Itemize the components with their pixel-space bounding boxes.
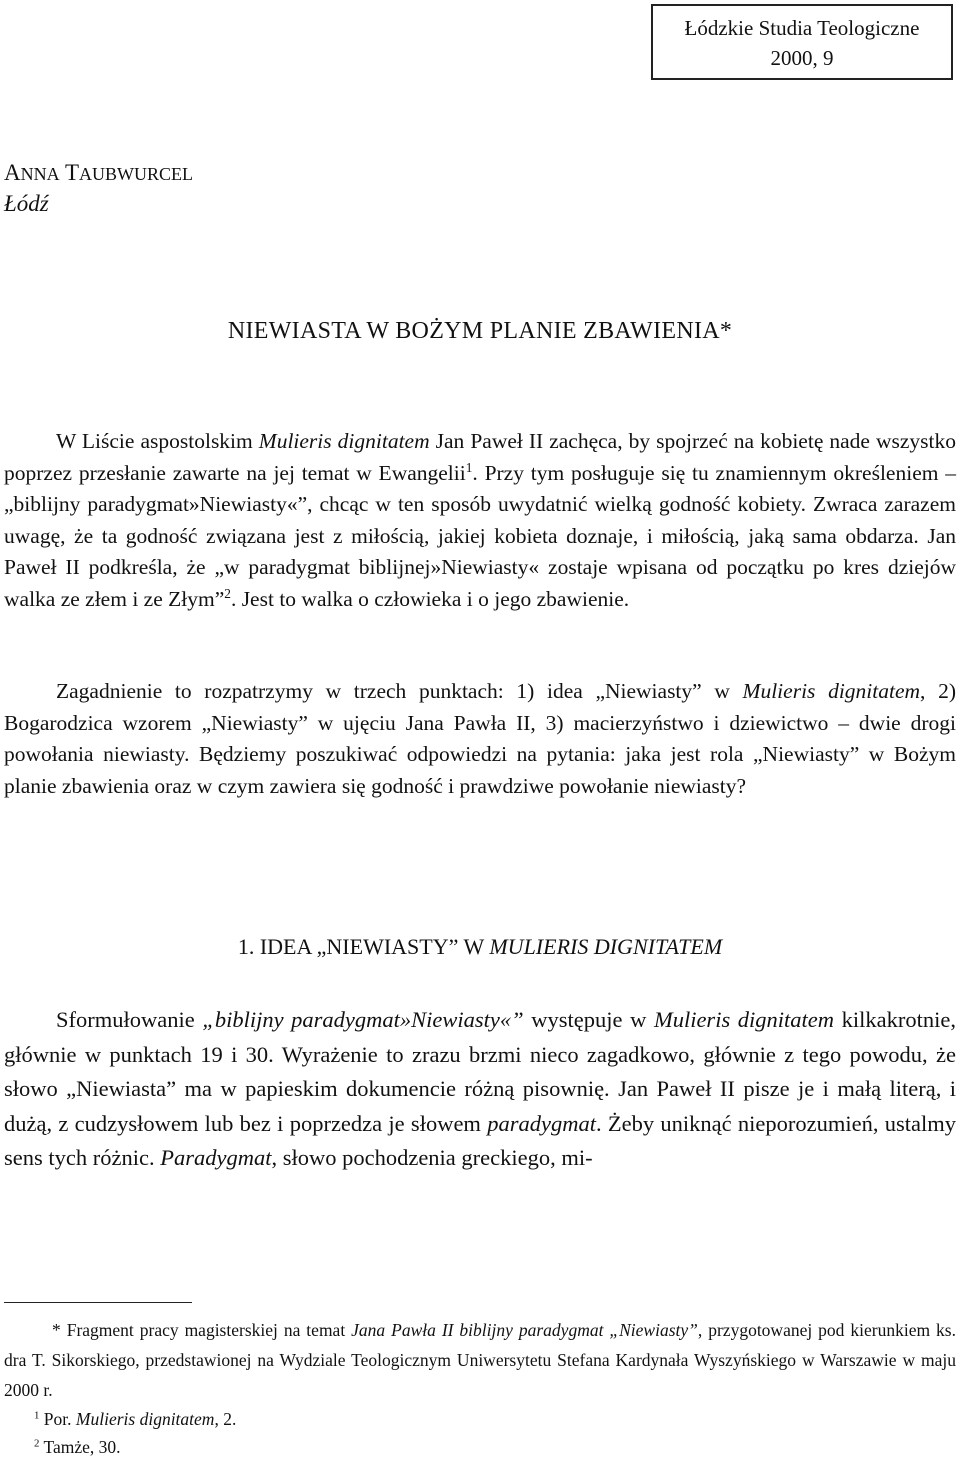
author-city: Łódź [4, 191, 49, 216]
author-block [4, 158, 193, 219]
journal-issue: 2000, 9 [770, 46, 834, 70]
footnote-2: $^2$ Tamże, 30. [34, 1437, 121, 1457]
paragraph-section-1: Sformułowanie „biblijny paradygmat»Niewiasty«” występuje w Mulieris dignitatem kilkakrotnie, głównie w punktach 19 i 30. Wyrażenie to zrazu brzmi nieco zagadkowo, głównie z tego powodu, że słowo „Niewiasta” ma w papieskim dokumencie różną pisownię. Jan Paweł II pisze je i małą literą, i dużą, z cudzysłowem lub bez i poprzedza je słowem paradygmat. Żeby uniknąć nieporozumień, ustalmy sens tych różnic. Paradygmat, słowo pochodzenia greckiego, mi- [4, 1007, 956, 1170]
footnote-ref-1: 1 [465, 459, 473, 475]
footnotes [4, 1315, 956, 1461]
footnote-star: * Fragment pracy magisterskiej na temat Jana Pawła II biblijny paradygmat „Niewiasty”, przygotowanej pod kierunkiem ks. dra T. Sikorskiego, przedstawionej na Wydziale Teologicznym Uniwersytetu Stefana Kardynała Wyszyńskiego w Warszawie w maju 2000 r. [4, 1320, 956, 1400]
journal-name: Łódzkie Studia Teologiczne [684, 16, 920, 40]
journal-info-box [651, 4, 953, 80]
paragraph-outline: Zagadnienie to rozpatrzymy w trzech punktach: 1) idea „Niewiasty” w Mulieris dignitatem, 2) Bogarodzica wzorem „Niewiasty” w ujęciu Jana Pawła II, 3) macierzyństwo i dziewictwo – dwie drogi powołania niewiasty. Będziemy poszukiwać odpowiedzi na pytania: jaka jest rola „Niewiasty” w Bożym planie zbawienia oraz w czym zawiera się godność i prawdziwe powołanie niewiasty? [4, 679, 956, 798]
footnote-divider [4, 1302, 192, 1303]
article-title: NIEWIASTA W BOŻYM PLANIE ZBAWIENIA* [227, 318, 733, 344]
footnote-1: $^1$ Por. Mulieris dignitatem, 2. [34, 1409, 237, 1429]
paragraph-intro: W Liście aspostolskim Mulieris dignitatem Jan Paweł II zachęca, by spojrzeć na kobietę nade wszystko poprzez przesłanie zawarte na jej temat w Ewangelii$^1$. Przy tym posługuje się tu znamiennym określeniem – „biblijny paradygmat»Niewiasty«”, chcąc w ten sposób uwydatnić wielką godność kobiety. Zwraca zarazem uwagę, że ta godność związana jest z miłością, jakiej kobieta doznaje, i miłością, jaką sama obdarza. Jan Paweł II podkreśla, że „w paradygmat biblijnej»Niewiasty« zostaje wpisana od początku po kres dziejów walka ze złem i ze Złym”$^2$. Jest to walka o człowieka i o jego zbawienie. [4, 429, 956, 611]
author-name: ANNA TAUBWURCEL [4, 160, 194, 185]
footnote-ref-2: 2 [224, 585, 231, 601]
section-heading-1: 1. IDEA „NIEWIASTY” W MULIERIS DIGNITATEM [237, 934, 723, 959]
